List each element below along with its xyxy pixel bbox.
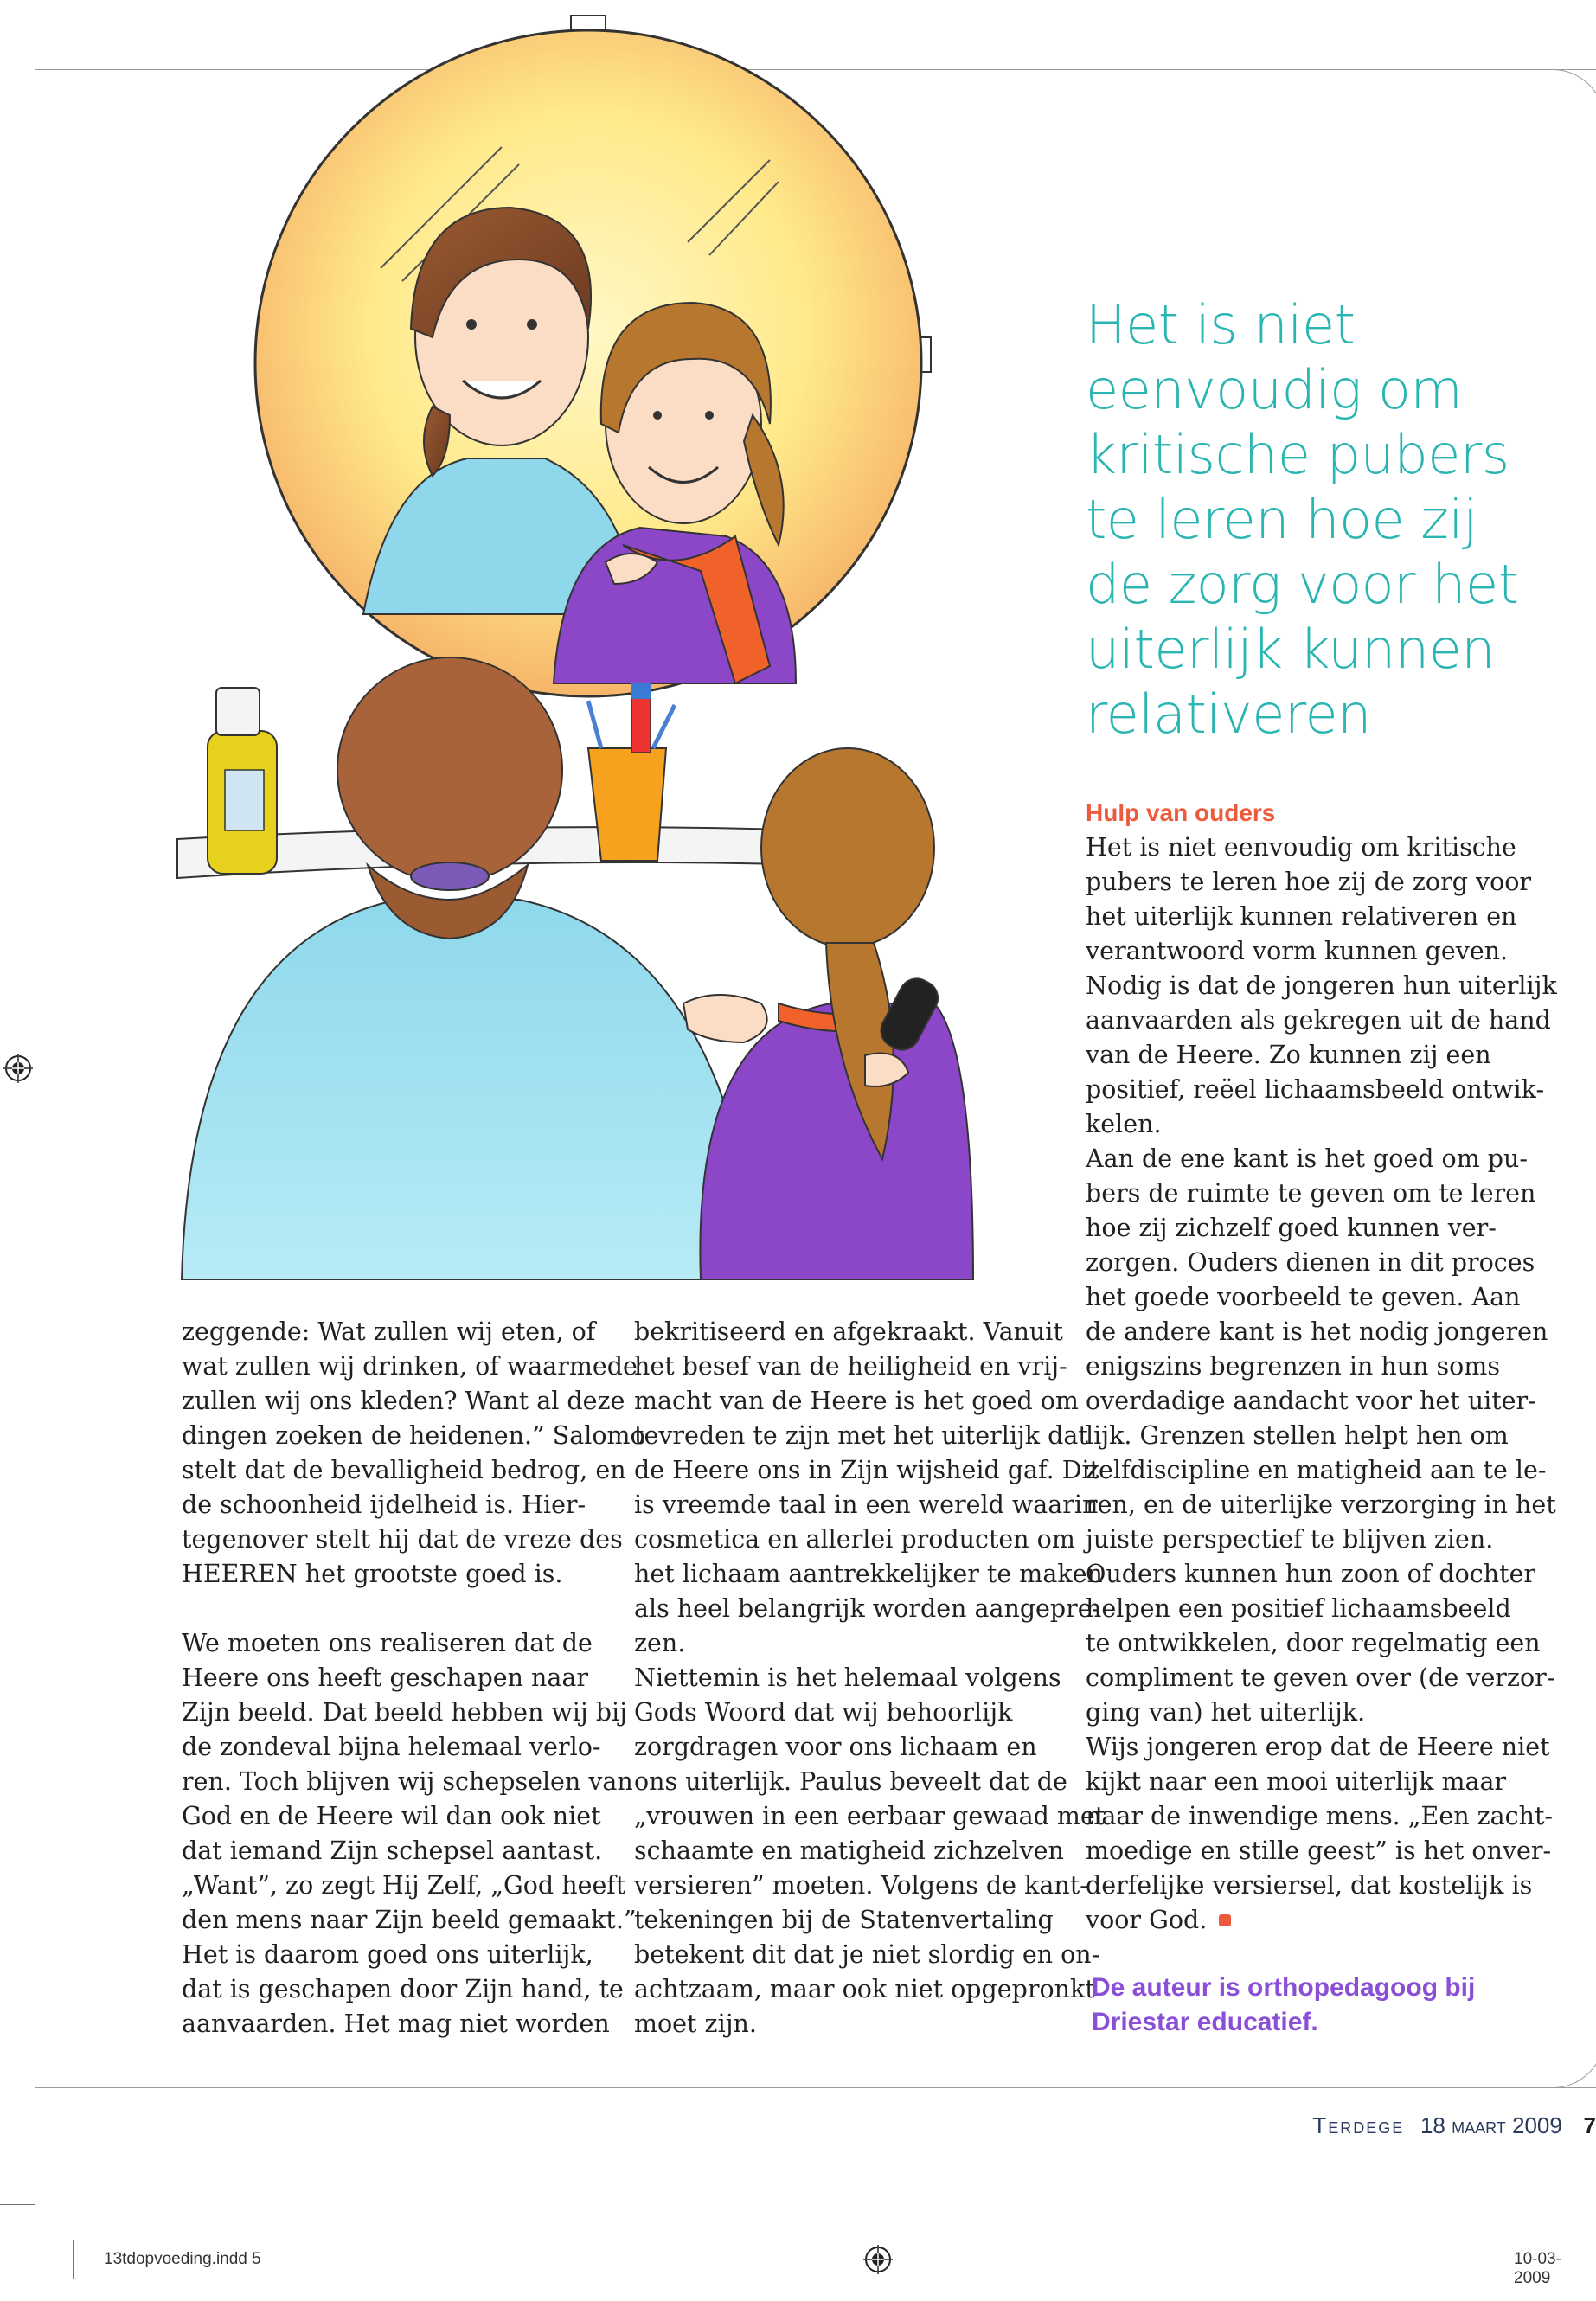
registration-mark-icon bbox=[3, 1054, 33, 1083]
paragraph bbox=[1086, 1142, 1556, 1730]
paragraph bbox=[634, 1661, 1106, 2041]
text-line: juiste perspectief te blijven zien. bbox=[1086, 1525, 1494, 1554]
top-rule-corner bbox=[1552, 69, 1596, 139]
text-line: Zijn beeld. Dat beeld hebben wij bij bbox=[182, 1698, 627, 1727]
text-line: het goede voorbeeld te geven. Aan bbox=[1086, 1283, 1521, 1311]
text-line: Het is niet eenvoudig om kritische bbox=[1086, 833, 1516, 862]
text-line: stelt dat de bevalligheid bedrog, en bbox=[182, 1456, 626, 1484]
crop-mark bbox=[0, 2204, 35, 2205]
text-line: „vrouwen in een eerbaar gewaad met bbox=[634, 1802, 1106, 1830]
text-line: HEEREN het grootste goed is. bbox=[182, 1560, 563, 1588]
text-line: God en de Heere wil dan ook niet bbox=[182, 1802, 601, 1830]
text-line: Heere ons heeft geschapen naar bbox=[182, 1663, 589, 1692]
slug-filename: 13tdopvoeding.indd 5 bbox=[104, 2250, 261, 2268]
text-line: Wijs jongeren erop dat de Heere niet bbox=[1086, 1733, 1550, 1761]
text-line: Gods Woord dat wij behoorlijk bbox=[634, 1698, 1013, 1727]
text-line: Het is daarom goed ons uiterlijk, bbox=[182, 1940, 593, 1969]
text-line: Aan de ene kant is het goed om pu- bbox=[1086, 1144, 1529, 1173]
text-line: het uiterlijk kunnen relativeren en bbox=[1086, 902, 1517, 931]
text-line: zeggende: Wat zullen wij eten, of bbox=[182, 1317, 596, 1346]
text-line: positief, reëel lichaamsbeeld ontwik- bbox=[1086, 1075, 1545, 1104]
text-line: „Want”, zo zegt Hij Zelf, „God heeft bbox=[182, 1871, 626, 1900]
text-line: het besef van de heiligheid en vrij- bbox=[634, 1352, 1067, 1381]
text-line: helpen een positief lichaamsbeeld bbox=[1086, 1594, 1511, 1623]
pullquote-line: uiterlijk kunnen bbox=[1086, 618, 1496, 681]
text-line: zorgen. Ouders dienen in dit proces bbox=[1086, 1248, 1535, 1277]
text-line: zullen wij ons kleden? Want al deze bbox=[182, 1387, 625, 1415]
text-line: ging van) het uiterlijk. bbox=[1086, 1698, 1366, 1727]
pullquote-line: te leren hoe zij bbox=[1086, 488, 1477, 551]
text-line: derfelijke versiersel, dat kostelijk is bbox=[1086, 1871, 1533, 1900]
text-line: We moeten ons realiseren dat de bbox=[182, 1629, 593, 1657]
crop-mark bbox=[73, 2240, 74, 2279]
pullquote-line: kritische pubers bbox=[1086, 423, 1509, 486]
registration-mark-icon bbox=[863, 2245, 893, 2274]
text-line: verantwoord vorm kunnen geven. bbox=[1086, 937, 1509, 965]
text-line: wat zullen wij drinken, of waarmede bbox=[182, 1352, 638, 1381]
text-line: de zondeval bijna helemaal verlo- bbox=[182, 1733, 601, 1761]
issue-date: 18 maart 2009 bbox=[1420, 2112, 1562, 2138]
paragraph bbox=[182, 1626, 637, 2041]
text-line: cosmetica en allerlei producten om bbox=[634, 1525, 1075, 1554]
author-note-line: De auteur is orthopedagoog bij bbox=[1092, 1973, 1476, 2002]
text-line: compliment te geven over (de verzor- bbox=[1086, 1663, 1555, 1692]
bottom-rule bbox=[35, 2087, 1596, 2088]
text-line: Nodig is dat de jongeren hun uiterlijk bbox=[1086, 971, 1557, 1000]
text-line: ren, en de uiterlijke verzorging in het bbox=[1086, 1490, 1556, 1519]
text-line: pubers te leren hoe zij de zorg voor bbox=[1086, 868, 1532, 896]
magazine-name: Terdege bbox=[1312, 2112, 1405, 2138]
text-line: dingen zoeken de heidenen.” Salomo bbox=[182, 1421, 645, 1450]
text-line: bekritiseerd en afgekraakt. Vanuit bbox=[634, 1317, 1063, 1346]
text-line: dat iemand Zijn schepsel aantast. bbox=[182, 1836, 603, 1865]
text-line: de andere kant is het nodig jongeren bbox=[1086, 1317, 1548, 1346]
text-line: Ouders kunnen hun zoon of dochter bbox=[1086, 1560, 1536, 1588]
text-line-end: voor God. bbox=[1086, 1906, 1208, 1934]
text-line: lijk. Grenzen stellen helpt hen om bbox=[1086, 1421, 1509, 1450]
pullquote bbox=[1086, 292, 1570, 747]
text-line: kelen. bbox=[1086, 1110, 1162, 1138]
text-line bbox=[1086, 1903, 1518, 1938]
slug-date: 10-03-2009 bbox=[1514, 2250, 1561, 2287]
author-note bbox=[1092, 1971, 1576, 2040]
paragraph bbox=[1086, 830, 1557, 1142]
paragraph bbox=[1086, 1730, 1554, 1938]
text-line: zen. bbox=[634, 1629, 686, 1657]
author-note-line: Driestar educatief. bbox=[1092, 2008, 1318, 2036]
mirror-illustration bbox=[173, 9, 977, 1280]
pullquote-line: Het is niet bbox=[1086, 293, 1356, 356]
text-line: moet zijn. bbox=[634, 2009, 757, 2038]
text-line: Niettemin is het helemaal volgens bbox=[634, 1663, 1061, 1692]
text-line: aanvaarden als gekregen uit de hand bbox=[1086, 1006, 1551, 1035]
text-line: tegenover stelt hij dat de vreze des bbox=[182, 1525, 623, 1554]
text-line: schaamte en matigheid zichzelven bbox=[634, 1836, 1064, 1865]
text-line: tekeningen bij de Statenvertaling bbox=[634, 1906, 1054, 1934]
text-line: aanvaarden. Het mag niet worden bbox=[182, 2009, 610, 2038]
text-line: naar de inwendige mens. „Een zacht- bbox=[1086, 1802, 1554, 1830]
text-line: betekent dit dat je niet slordig en on- bbox=[634, 1940, 1100, 1969]
article-column-1 bbox=[182, 1315, 645, 2041]
text-line: kijkt naar een mooi uiterlijk maar bbox=[1086, 1767, 1507, 1796]
paragraph bbox=[182, 1315, 645, 1592]
text-line: ons uiterlijk. Paulus beveelt dat de bbox=[634, 1767, 1067, 1796]
paragraph bbox=[634, 1315, 1103, 1661]
text-line: moedige en stille geest” is het onver- bbox=[1086, 1836, 1552, 1865]
text-line: bers de ruimte te geven om te leren bbox=[1086, 1179, 1536, 1208]
text-line: ren. Toch blijven wij schepselen van bbox=[182, 1767, 633, 1796]
text-line: hoe zij zichzelf goed kunnen ver- bbox=[1086, 1214, 1497, 1242]
text-line: overdadige aandacht voor het uiter- bbox=[1086, 1387, 1536, 1415]
text-line: van de Heere. Zo kunnen zij een bbox=[1086, 1041, 1491, 1069]
article-column-3 bbox=[1086, 796, 1557, 1938]
text-line: zelfdiscipline en matigheid aan te le- bbox=[1086, 1456, 1547, 1484]
text-line: is vreemde taal in een wereld waarin bbox=[634, 1490, 1099, 1519]
text-line: de Heere ons in Zijn wijsheid gaf. Dit bbox=[634, 1456, 1100, 1484]
page-folio bbox=[1312, 2112, 1596, 2147]
text-line: het lichaam aantrekkelijker te maken bbox=[634, 1560, 1103, 1588]
bottom-rule-corner bbox=[1552, 2024, 1596, 2088]
text-line: versieren” moeten. Volgens de kant- bbox=[634, 1871, 1088, 1900]
text-line: achtzaam, maar ook niet opgepronkt bbox=[634, 1975, 1095, 2003]
text-line: den mens naar Zijn beeld gemaakt.” bbox=[182, 1906, 637, 1934]
text-line: tevreden te zijn met het uiterlijk dat bbox=[634, 1421, 1088, 1450]
text-line: als heel belangrijk worden aangepre- bbox=[634, 1594, 1101, 1623]
text-line: de schoonheid ijdelheid is. Hier- bbox=[182, 1490, 586, 1519]
text-line: enigszins begrenzen in hun soms bbox=[1086, 1352, 1500, 1381]
text-line: te ontwikkelen, door regelmatig een bbox=[1086, 1629, 1541, 1657]
page-number: 7 bbox=[1583, 2112, 1596, 2138]
pullquote-line: eenvoudig om bbox=[1086, 358, 1463, 421]
text-line: dat is geschapen door Zijn hand, te bbox=[182, 1975, 624, 2003]
pullquote-line: relativeren bbox=[1086, 683, 1371, 746]
section-heading: Hulp van ouders bbox=[1086, 799, 1276, 826]
end-of-article-square-icon bbox=[1219, 1914, 1231, 1926]
article-column-2 bbox=[634, 1315, 1106, 2041]
pullquote-line: de zorg voor het bbox=[1086, 553, 1519, 616]
text-line: macht van de Heere is het goed om bbox=[634, 1387, 1079, 1415]
text-line: zorgdragen voor ons lichaam en bbox=[634, 1733, 1037, 1761]
